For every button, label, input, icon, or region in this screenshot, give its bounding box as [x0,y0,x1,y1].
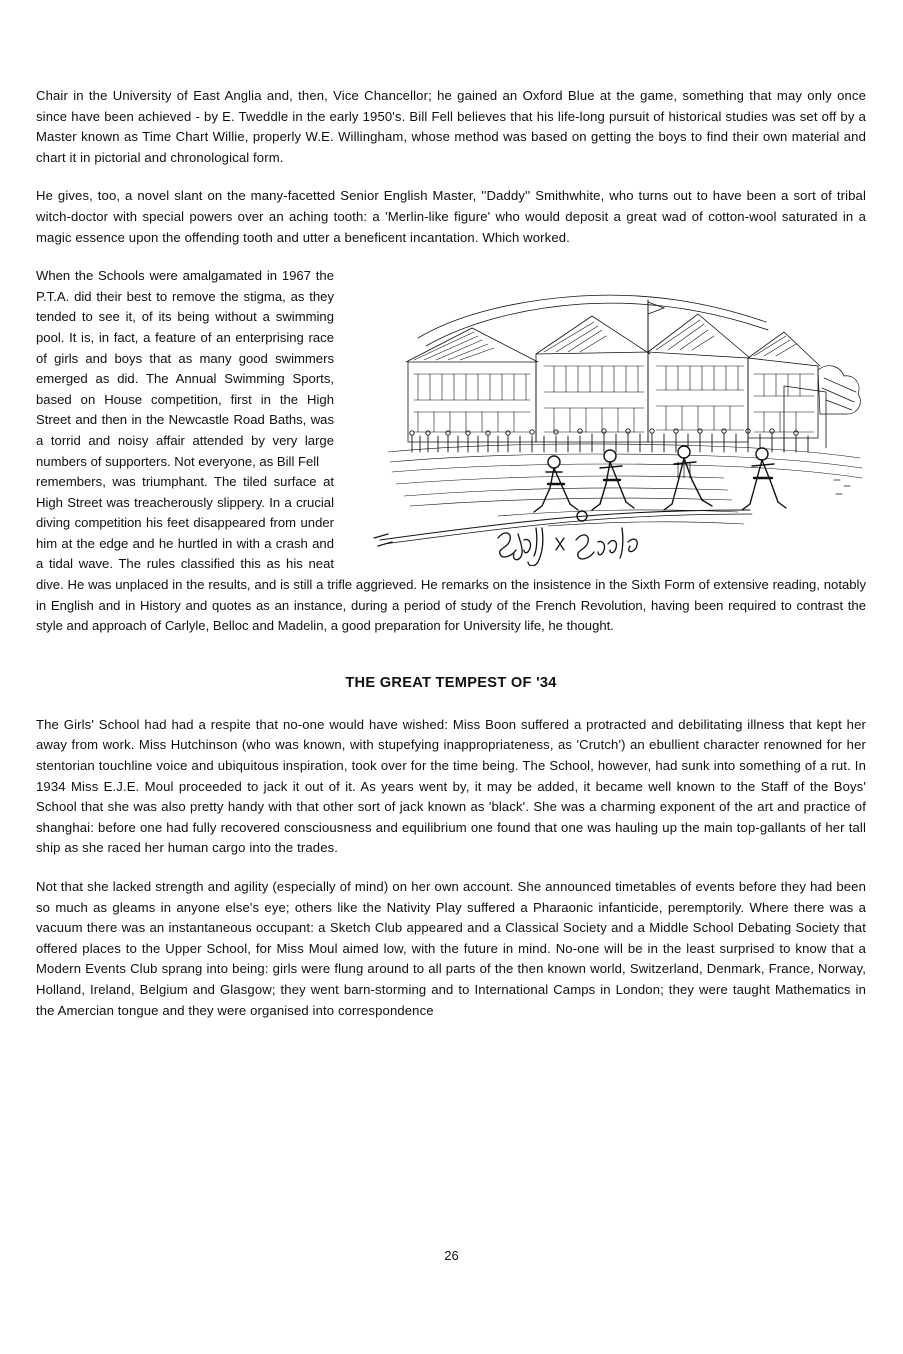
paragraph-3-column: When the Schools were amalgamated in 1967 the P.T.A. did their best to remove the stigma, as they tended to see it, of its being without a swimming pool. It is, in fact, a feature of an enterprising race of girls and boys that as many good swimmers emerged as did. The Annual Swimming Sports, based on House competition, first in the High Street and then in the Newcastle Road Baths, was a torrid and noisy affair attended by very large numbers of supporters. Not everyone, as Bill Fell [36,268,334,469]
paragraph-5: Not that she lacked strength and agility (especially of mind) on her own account. She announced timetables of events before they had been so much as gleams in anyone else's eye; others like the Nativity Play suffered a Pharaonic infanticide, peremptorily. Where there was a vacuum there was an instantaneous occupant: a Sketch Club appeared and a Classical Society and a Middle School Debating Society that offered places to the Upper School, for Miss Moul aimed low, with the future in mind. No-one will be in the least surprised to know that a Modern Events Club sprang into being: girls were flung around to all parts of the then known world, Switzerland, Denmark, France, Norway, Holland, Ireland, Belgium and Glasgow; they went barn-storming and to International Camps in London; they were taught Mathematics in the Amercian tongue and they were organised into correspondence [36,879,866,1018]
paragraph-1: Chair in the University of East Anglia and, then, Vice Chancellor; he gained an Oxford Blue at the game, something that may only once since have been achieved - by E. Tweddle in the early 1950's. Bill Fell believes that his life-long pursuit of historical studies was set off by a Master known as Time Chart Willie, properly W.E. Willingham, whose method was based on getting the boys to find their own material and chart it in pictorial and chronological form. [36,88,866,165]
sketch-school-sports-field-illustration [348,266,866,566]
page-content [36,86,866,1021]
illustrated-section [36,266,866,637]
paragraph-4: The Girls' School had had a respite that no-one would have wished: Miss Boon suffered a protracted and debilitating illness that kept her away from work. Miss Hutchinson (who was known, with stupefying inappropriateness, as 'Crutch') an ebullient character renowned for her stentorian touchline voice and ubiquitous inspiration, took over for the time being. The School, however, had sunk into something of a rut. In 1934 Miss E.J.E. Moul proceeded to jack it out of it. As years went by, it may be added, it became well known to the Staff of the Boys' School that she was also pretty handy with that other sort of jack known as 'black'. She was a charming exponent of the art and practice of shanghai: before one had fully recovered consciousness and equilibrium one found that one was hauling up the main top-gallants of her tall ship as she raced her human cargo into the trades. [36,716,866,856]
section-heading: THE GREAT TEMPEST OF '34 [345,674,557,691]
page-number: 26 [444,1248,459,1263]
paragraph-3-continued: remembers, was triumphant. The tiled surface at High Street was treacherously slippery. In a crucial diving competition his feet disappeared from under him at the edge and he hurtled in with a crash and a tidal wave. The rules classified this as his neat dive. He was unplaced in the results, and is still a trifle aggrieved. He remarks on the insistence in the Sixth Form of extensive reading, notably in English and in History and quotes as an instance, during a period of study of the French Revolution, having been required to contrast the style and approach of Carlyle, Belloc and Madelin, a good preparation for University life, he thought. [36,474,866,634]
paragraph-2: He gives, too, a novel slant on the many-facetted Senior English Master, ''Daddy'' Smithwhite, who turns out to have been a sort of tribal witch-doctor with special powers over an aching tooth: a 'Merlin-like figure' who would deposit a great wad of cotton-wool saturated in a magic essence upon the offending tooth and utter a beneficent incantation. Which worked. [36,188,866,245]
